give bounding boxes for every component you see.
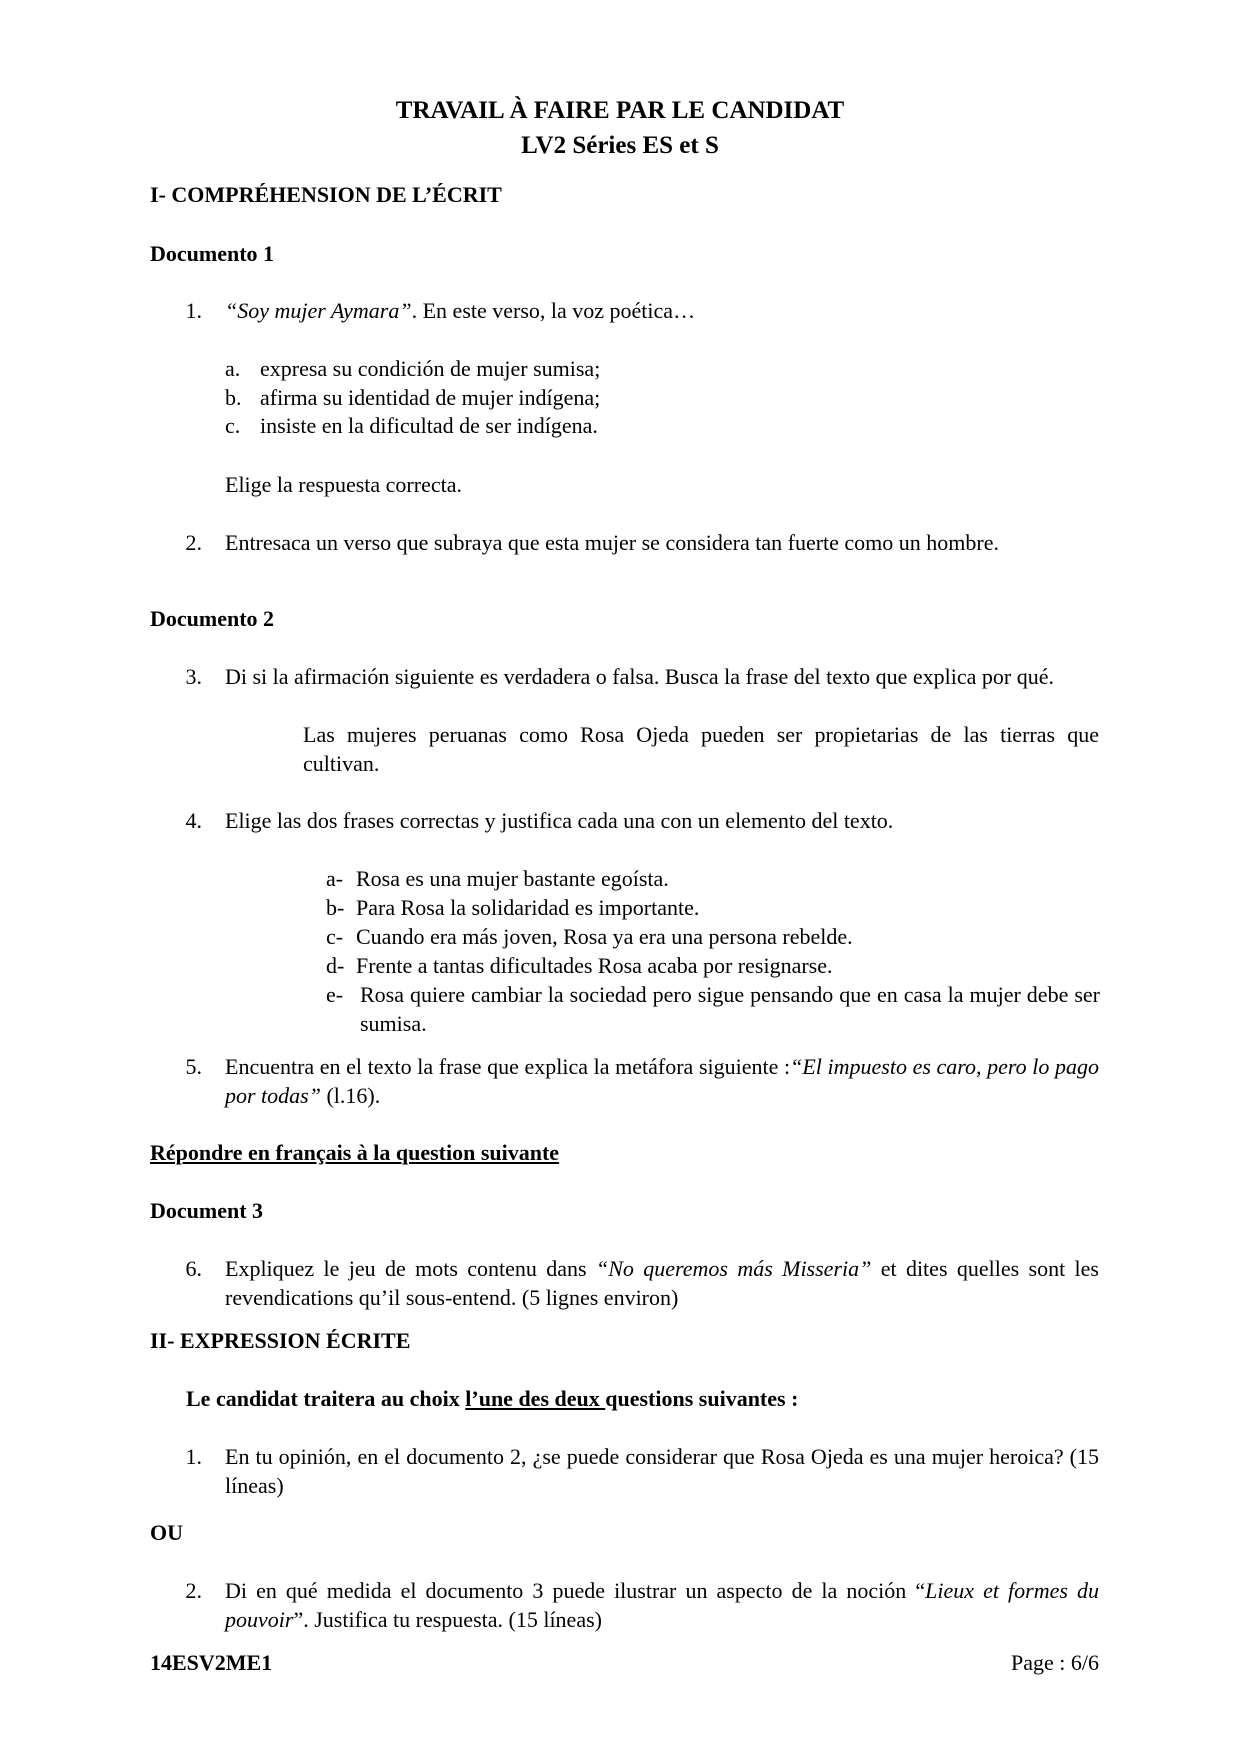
q1-prompt: . En este verso, la voz poética… [411, 298, 696, 323]
section1-heading: I- COMPRÉHENSION DE L’ÉCRIT [150, 182, 502, 207]
instruction-underlined: l’une des deux [465, 1386, 606, 1411]
doc3-heading: Document 3 [150, 1198, 264, 1223]
q4-option-e-letter: e- [326, 982, 344, 1007]
q4-option-b: Para Rosa la solidaridad es importante. [356, 895, 700, 920]
q3-number: 3. [185, 664, 202, 689]
q6-text [225, 1254, 1099, 1312]
q1-option-b: afirma su identidad de mujer indígena; [260, 385, 601, 410]
q1-number: 1. [185, 298, 202, 323]
q4-text: Elige las dos frases correctas y justifica cada una con un elemento del texto. [225, 808, 894, 833]
q4-option-d: Frente a tantas dificultades Rosa acaba por resignarse. [356, 953, 833, 978]
instruction-after: questions suivantes : [605, 1386, 799, 1411]
q1-option-c-letter: c. [225, 413, 241, 438]
section2-heading: II- EXPRESSION ÉCRITE [150, 1328, 411, 1353]
q5-ref: (l.16). [320, 1083, 381, 1108]
s2-q1-number: 1. [185, 1444, 202, 1469]
q4-option-c: Cuando era más joven, Rosa ya era una persona rebelde. [356, 924, 853, 949]
french-question-heading: Répondre en français à la question suivante [150, 1140, 560, 1165]
q1-option-c: insiste en la dificultad de ser indígena. [260, 413, 598, 438]
q2-text: Entresaca un verso que subraya que esta mujer se considera tan fuerte como un hombre. [225, 530, 999, 555]
q6-number: 6. [185, 1256, 202, 1281]
q1-quote: “Soy mujer Aymara” [225, 298, 412, 323]
footer-page-number: Page : 6/6 [1011, 1650, 1099, 1675]
q3-text: Di si la afirmación siguiente es verdadera o falsa. Busca la frase del texto que explica por qué. [225, 664, 1054, 689]
page-title: TRAVAIL À FAIRE PAR LE CANDIDAT [395, 97, 845, 124]
q1-option-a: expresa su condición de mujer sumisa; [260, 356, 601, 381]
q5-text [225, 1052, 1099, 1110]
q1-text [225, 296, 1099, 325]
q4-option-a-letter: a- [326, 866, 344, 891]
s2-q2-after: ”. Justifica tu respuesta. (15 líneas) [293, 1607, 602, 1632]
q4-option-a: Rosa es una mujer bastante egoísta. [356, 866, 669, 891]
footer-code: 14ESV2ME1 [150, 1650, 273, 1675]
q2-number: 2. [185, 530, 202, 555]
s2-q2-number: 2. [185, 1578, 202, 1603]
s2-q2-text [225, 1576, 1099, 1634]
page-subtitle: LV2 Séries ES et S [521, 132, 719, 159]
q4-option-e: Rosa quiere cambiar la sociedad pero sigue pensando que en casa la mujer debe ser sumisa. [360, 982, 1100, 1036]
or-label: OU [150, 1520, 183, 1545]
q1-instruction: Elige la respuesta correcta. [225, 472, 462, 497]
q4-number: 4. [185, 808, 202, 833]
doc1-heading: Documento 1 [150, 241, 275, 266]
q6-after: et dites quelles sont les revendications qu’il sous-entend. (5 lignes environ) [225, 1256, 1099, 1310]
q5-quote: “El impuesto es caro, pero lo pago por todas” [225, 1054, 1100, 1108]
q3-statement: Las mujeres peruanas como Rosa Ojeda pueden ser propietarias de las tierras que cultivan. [303, 722, 1099, 776]
q5-number: 5. [185, 1054, 202, 1079]
q4-option-c-letter: c- [326, 924, 344, 949]
q1-option-a-letter: a. [225, 356, 241, 381]
s2-q2-notion: Lieux et formes du pouvoir [225, 1578, 1099, 1632]
q6-before: Expliquez le jeu de mots contenu dans [225, 1256, 596, 1281]
q1-option-b-letter: b. [225, 385, 242, 410]
section2-instruction [186, 1384, 798, 1413]
q4-option-b-letter: b- [326, 895, 345, 920]
q4-option-d-letter: d- [326, 953, 345, 978]
q6-quote: “No queremos más Misseria” [595, 1256, 872, 1281]
doc2-heading: Documento 2 [150, 606, 275, 631]
s2-q2-before: Di en qué medida el documento 3 puede ilustrar un aspecto de la noción “ [225, 1578, 926, 1603]
instruction-before: Le candidat traitera au choix [186, 1386, 466, 1411]
q5-prompt: Encuentra en el texto la frase que explica la metáfora siguiente : [225, 1054, 791, 1079]
s2-q1-text: En tu opinión, en el documento 2, ¿se puede considerar que Rosa Ojeda es una mujer heroica? (15 líneas) [225, 1444, 1099, 1498]
